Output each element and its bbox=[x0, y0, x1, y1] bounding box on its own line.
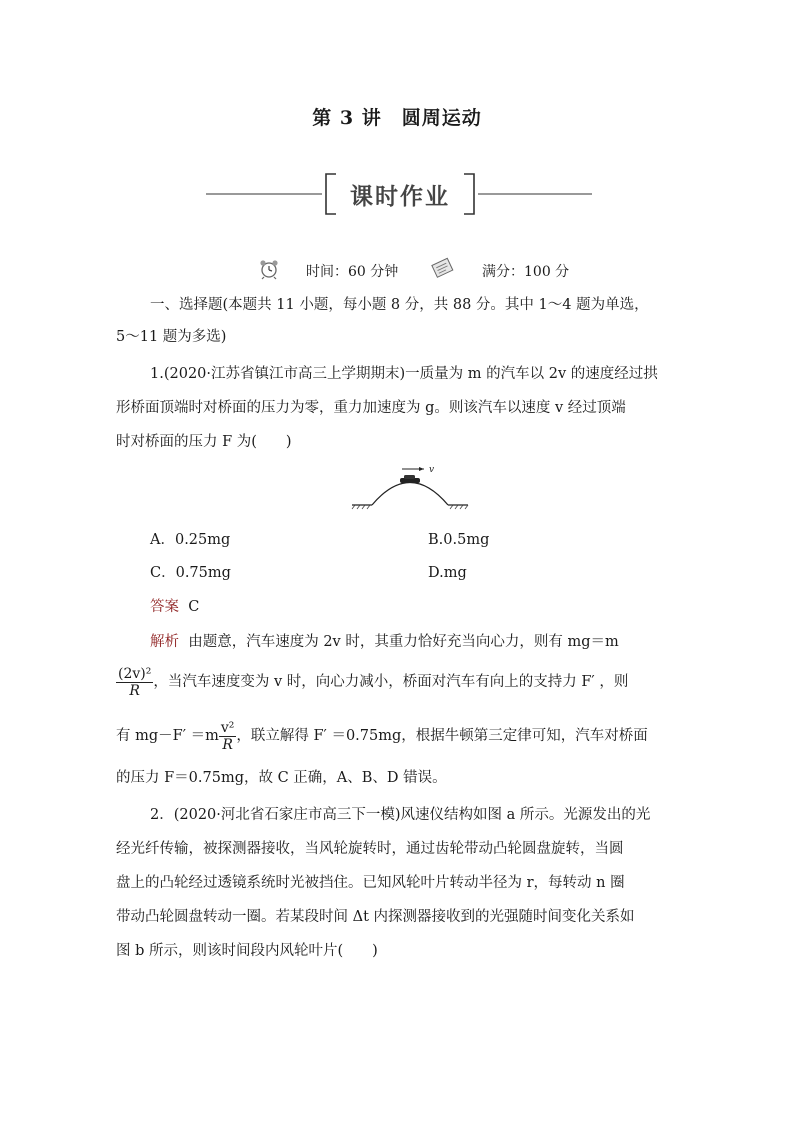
car-icon bbox=[400, 475, 420, 483]
q1-stem-line-2: 形桥面顶端时对桥面的压力为零，重力加速度为 g。则该汽车以速度 v 经过顶端 bbox=[116, 400, 626, 416]
q1-answer bbox=[150, 597, 199, 617]
banner-title: 课时作业 bbox=[350, 183, 450, 210]
analysis-label: 解析 bbox=[150, 634, 179, 650]
lecture-topic: 圆周运动 bbox=[401, 107, 482, 129]
q1-analysis-line-1 bbox=[150, 632, 619, 652]
q1-stem-line-1: 1.(2020·江苏省镇江市高三上学期期末)一质量为 m 的汽车以 2v 的速度经过拱 bbox=[150, 366, 658, 382]
q2-stem-line-3: 盘上的凸轮经过透镜系统时光被挡住。已知风轮叶片转动半径为 r，每转动 n 圈 bbox=[116, 875, 625, 891]
q2-stem-line-2: 经光纤传输，被探测器接收，当风轮旋转时，通过齿轮带动凸轮圆盘旋转，当圆 bbox=[116, 841, 624, 857]
arch-bridge-figure bbox=[350, 462, 470, 512]
q1-option-d: D.mg bbox=[428, 565, 467, 581]
alarm-clock-icon bbox=[258, 258, 280, 280]
fraction-1 bbox=[116, 666, 153, 699]
fraction-2-numerator: v² bbox=[220, 719, 235, 736]
q1-option-c: C．0.75mg bbox=[150, 565, 231, 581]
section-heading-line-2: 5～11 题为多选) bbox=[116, 329, 227, 345]
answer-value: C bbox=[188, 599, 200, 615]
q2-stem-line-5: 图 b 所示，则该时间段内风轮叶片( ) bbox=[116, 943, 378, 959]
fraction-1-denominator: R bbox=[129, 682, 140, 699]
q1-option-b: B.0.5mg bbox=[428, 532, 490, 548]
analysis-text-1: 由题意，汽车速度为 2v 时，其重力恰好充当向心力，则有 mg＝m bbox=[188, 634, 619, 650]
q2-stem-line-1: 2．(2020·河北省石家庄市高三下一模)风速仪结构如图 a 所示。光源发出的光 bbox=[150, 807, 651, 823]
paper-icon bbox=[430, 257, 456, 279]
time-limit: 时间：60 分钟 bbox=[306, 264, 399, 280]
fraction-2-denominator: R bbox=[222, 736, 233, 753]
q1-option-a: A．0.25mg bbox=[150, 532, 231, 548]
analysis-text-3b: ，联立解得 F′ ＝0.75mg，根据牛顿第三定律可知，汽车对桥面 bbox=[236, 728, 648, 744]
q2-stem-line-4: 带动凸轮圆盘转动一圈。若某段时间 Δt 内探测器接收到的光强随时间变化关系如 bbox=[116, 909, 635, 925]
analysis-text-3a: 有 mg－F′ ＝m bbox=[116, 728, 219, 744]
q1-analysis-line-3 bbox=[116, 718, 648, 754]
answer-label: 答案 bbox=[150, 599, 179, 615]
velocity-label: v bbox=[429, 465, 435, 475]
q1-analysis-line-4: 的压力 F＝0.75mg，故 C 正确，A、B、D 错误。 bbox=[116, 770, 447, 786]
fraction-1-numerator: (2v)² bbox=[118, 665, 152, 682]
q1-analysis-line-2 bbox=[116, 664, 628, 700]
analysis-text-2: ，当汽车速度变为 v 时，向心力减小，桥面对汽车有向上的支持力 F′ ，则 bbox=[153, 674, 629, 690]
page-title bbox=[0, 103, 794, 130]
full-score: 满分：100 分 bbox=[482, 264, 570, 280]
section-heading-line-1: 一、选择题(本题共 11 小题，每小题 8 分，共 88 分。其中 1～4 题为单选， bbox=[150, 297, 649, 313]
fraction-2 bbox=[219, 720, 237, 753]
q1-stem-line-3: 时对桥面的压力 F 为( ) bbox=[116, 434, 292, 450]
lecture-number: 第 3 讲 bbox=[312, 107, 382, 129]
